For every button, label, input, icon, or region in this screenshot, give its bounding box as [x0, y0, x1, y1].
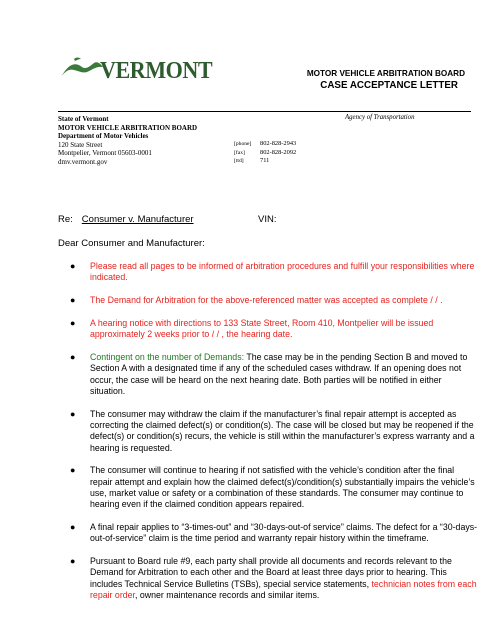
list-item: ● A hearing notice with directions to 133 State Street, Room 410, Montpelier will be issued approximately 2 weeks prior to / / , the hearing date.	[70, 317, 434, 340]
address-line: dmv.vermont.gov	[58, 157, 108, 166]
contact-ttd: [ttd] 711	[234, 157, 270, 165]
bullet-icon: ●	[70, 261, 76, 271]
bullet-icon: ●	[70, 522, 76, 533]
bullet-icon: ●	[70, 408, 76, 419]
vin-label: VIN:	[258, 214, 277, 225]
re-line	[58, 214, 194, 225]
address-line: 120 State Street	[58, 140, 103, 149]
list-item: ● Contingent on the number of Demands: The case may be in the pending Section B and moved to Section A with a designated time if any of the scheduled cases withdraw. If an opening does not occur, the case will be heard on the next hearing date. Both parties will be notified in either situation.	[70, 351, 468, 396]
divider	[58, 111, 471, 112]
logo-text: VERMONT	[100, 58, 213, 84]
list-item: ● Please read all pages to be informed of arbitration procedures and fulfill your responsibilities where indicated.	[70, 261, 475, 283]
address-line: MOTOR VEHICLE ARBITRATION BOARD	[58, 123, 198, 132]
re-value: Consumer v. Manufacturer	[81, 214, 194, 225]
salutation: Dear Consumer and Manufacturer:	[58, 238, 205, 249]
address-line: State of Vermont	[58, 115, 109, 123]
bullet-icon: ●	[70, 465, 76, 476]
bullet-list	[70, 261, 478, 613]
bullet-icon: ●	[70, 295, 76, 306]
address-line: Department of Motor Vehicles	[58, 132, 149, 141]
sender-address	[58, 115, 197, 167]
contact-phone: [phone] 802-828-2943	[234, 140, 297, 147]
bullet-icon: ●	[70, 556, 76, 567]
list-item: ● The Demand for Arbitration for the above-referenced matter was accepted as complete / / .	[70, 295, 443, 306]
list-item: ● The consumer will continue to hearing if not satisfied with the vehicle’s condition after the final repair attempt and explain how the claimed defect(s)/condition(s) substantially impairs the vehicle’s use, market value or safety or a combination of these standards. The consumer may continue to hearing even if the claimed condition appears repaired.	[70, 465, 475, 510]
board-heading: MOTOR VEHICLE ARBITRATION BOARD	[306, 69, 465, 78]
bullet-icon: ●	[70, 351, 76, 362]
list-item: ● Pursuant to Board rule #9, each party shall provide all documents and records relevant to the Demand for Arbitration to each other and the Board at least three days prior to hearing. This includes Technical Service Bulletins (TSBs), special service statements, technician notes from each repair order, owner maintenance records and similar items.	[70, 556, 477, 601]
list-item: ● The consumer may withdraw the claim if the manufacturer’s final repair attempt is accepted as correcting the claimed defect(s) or condition(s). The case will be closed but may be reopened if the defect(s) or condition(s) recurs, the vehicle is still within the manufacturer’s express warranty and a hearing is requested.	[70, 408, 475, 453]
re-label: Re:	[58, 214, 73, 225]
bullet-icon: ●	[70, 317, 76, 328]
letter-title: CASE ACCEPTANCE LETTER	[320, 80, 458, 91]
list-item: ● A final repair applies to “3-times-out” and “30-days-out-of service” claims. The defect for a “30-days-out-of-service” claim is the time period and warranty repair history within the timeframe.	[70, 522, 478, 544]
contact-list	[234, 140, 296, 166]
address-line: Montpelier, Vermont 05603-0001	[58, 149, 152, 158]
agency-name: Agency of Transportation	[345, 114, 415, 121]
contact-fax: [fax] 802-828-2092	[234, 148, 297, 156]
